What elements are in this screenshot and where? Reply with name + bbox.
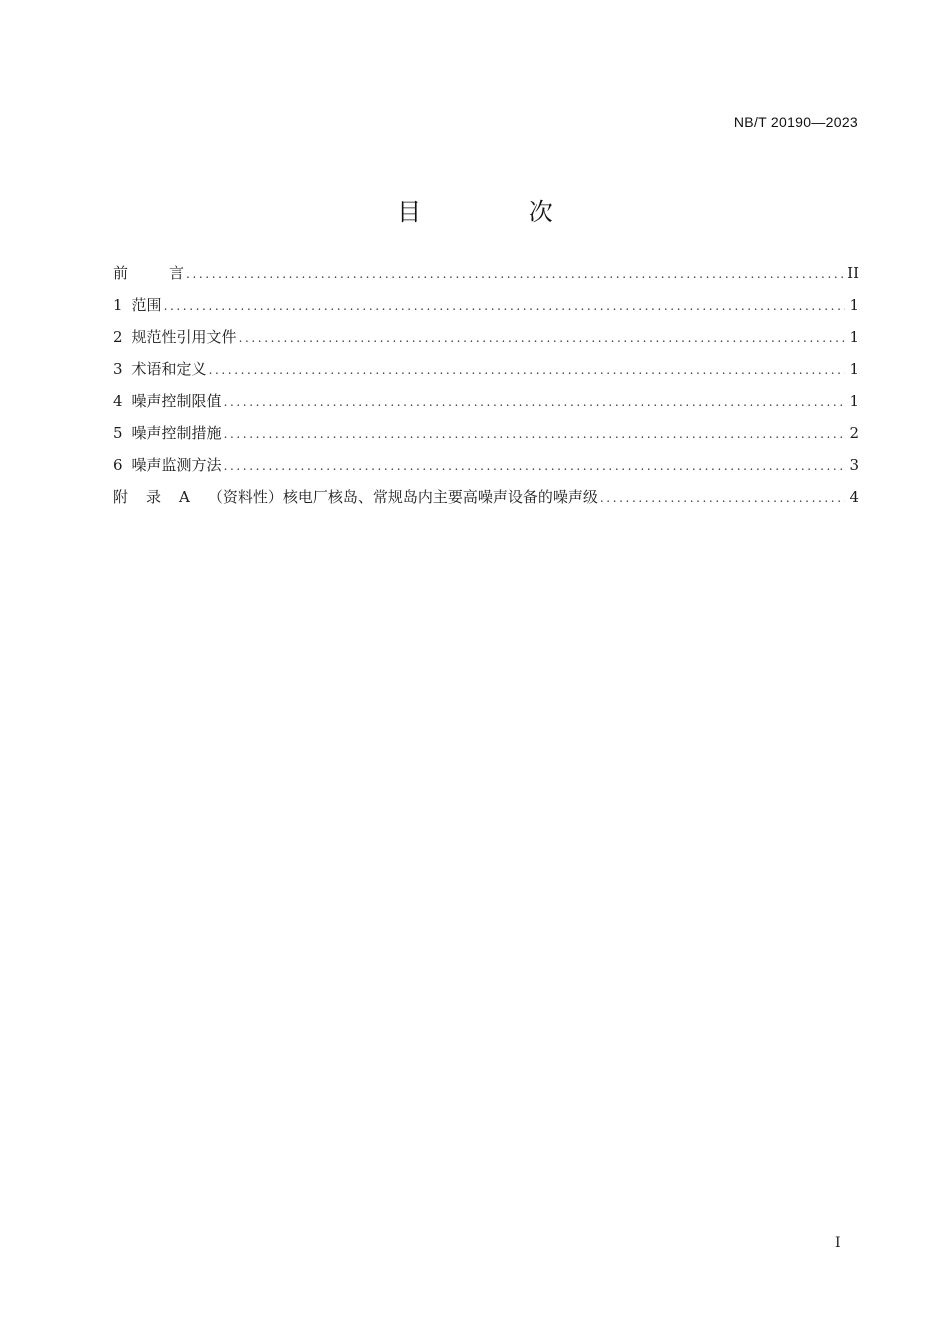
toc-entry-terms-definitions[interactable] xyxy=(113,358,859,390)
toc-page-number: 1 xyxy=(849,360,859,378)
toc-entry-foreword[interactable] xyxy=(113,262,859,294)
toc-entry-label: 6 噪声监测方法 xyxy=(113,456,222,474)
toc-page-number: 1 xyxy=(849,296,859,314)
toc-page-number: II xyxy=(847,264,859,282)
toc-page-number: 1 xyxy=(849,392,859,410)
toc-leader-dots xyxy=(209,359,846,381)
toc-entry-annex-a[interactable] xyxy=(113,486,859,518)
toc-entry-scope[interactable] xyxy=(113,294,859,326)
page-number: I xyxy=(835,1235,841,1251)
toc-entry-normative-references[interactable] xyxy=(113,326,859,358)
toc-page-number: 1 xyxy=(849,328,859,346)
toc-entry-label: 5 噪声控制措施 xyxy=(113,424,222,442)
document-code: NB/T 20190—2023 xyxy=(733,114,858,130)
toc-entry-label: 1 范围 xyxy=(113,296,162,314)
toc-entry-label: 前 言 xyxy=(113,264,185,282)
toc-entry-label: 附 录 A （资料性）核电厂核岛、常规岛内主要高噪声设备的噪声级 xyxy=(113,488,598,506)
toc-entry-noise-monitoring[interactable] xyxy=(113,454,859,486)
toc-leader-dots xyxy=(224,391,846,413)
toc-entry-noise-limits[interactable] xyxy=(113,390,859,422)
toc-leader-dots xyxy=(600,487,846,509)
toc-leader-dots xyxy=(224,455,846,477)
toc-page-number: 4 xyxy=(849,488,859,506)
toc-entry-noise-measures[interactable] xyxy=(113,422,859,454)
toc-entry-label: 3 术语和定义 xyxy=(113,360,207,378)
toc-leader-dots xyxy=(186,263,843,285)
toc-page-number: 2 xyxy=(849,424,859,442)
toc-entry-label: 2 规范性引用文件 xyxy=(113,328,237,346)
toc-entry-label: 4 噪声控制限值 xyxy=(113,392,222,410)
table-of-contents xyxy=(113,262,859,518)
toc-leader-dots xyxy=(224,423,846,445)
page-title: 目 次 xyxy=(397,198,603,226)
toc-page-number: 3 xyxy=(849,456,859,474)
toc-leader-dots xyxy=(239,327,846,349)
toc-leader-dots xyxy=(164,295,846,317)
